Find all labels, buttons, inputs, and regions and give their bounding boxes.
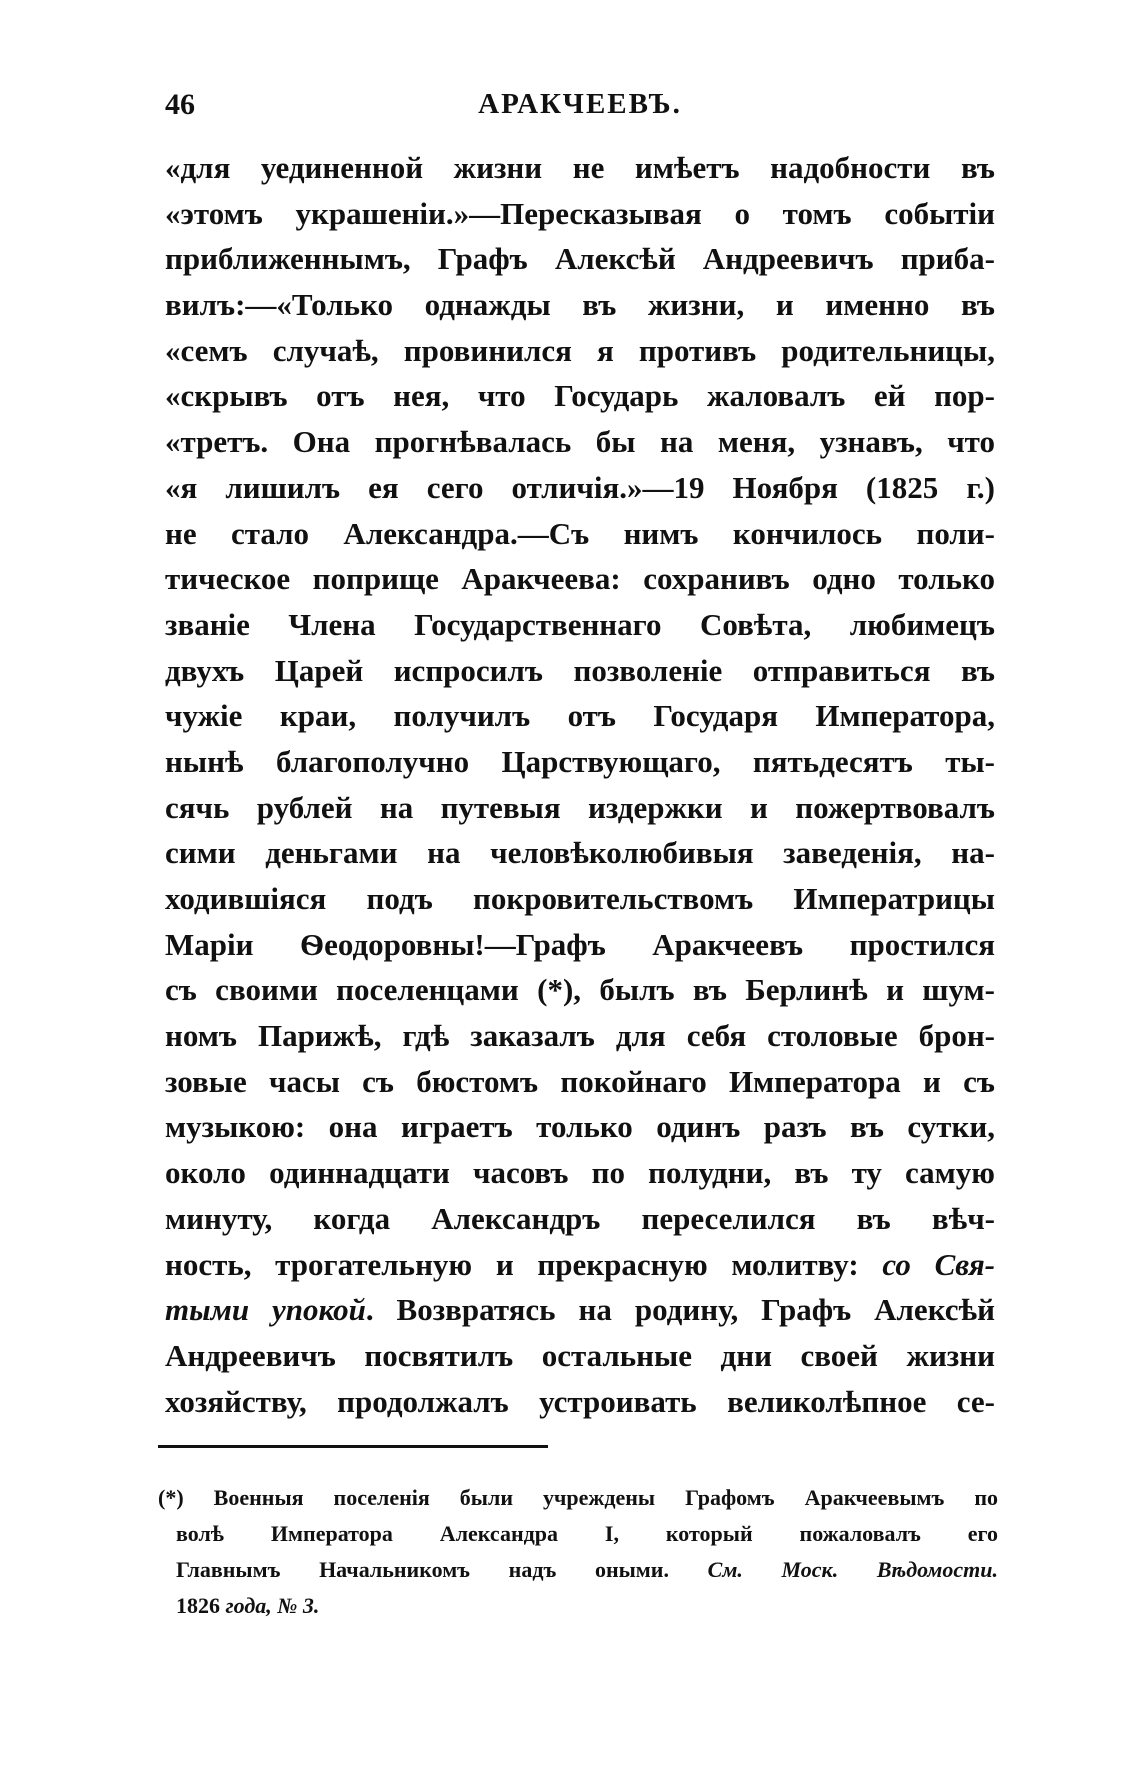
footnote-citation: года, № 3. — [225, 1593, 320, 1618]
italic-phrase: со Свя- — [882, 1246, 995, 1282]
body-line: сими деньгами на человѣколюбивыя заведенія, на- — [165, 835, 995, 871]
footnote-text: Главнымъ Начальникомъ надъ оными. — [176, 1557, 708, 1582]
body-line: Маріи Ѳеодоровны!—Графъ Аракчеевъ простился — [165, 926, 995, 962]
body-line: хозяйству, продолжалъ устроивать великолѣпное се- — [165, 1383, 995, 1419]
body-line: званіе Члена Государственнаго Совѣта, любимецъ — [165, 606, 995, 642]
body-line: тическое поприще Аракчеева: сохранивъ одно только — [165, 561, 995, 597]
body-line: минуту, когда Александръ переселился въ вѣч- — [165, 1200, 995, 1236]
footnote-line: (*) Военныя поселенія были учреждены Графомъ Аракчеевымъ по — [158, 1485, 998, 1510]
body-line: «третъ. Она прогнѣвалась бы на меня, узнавъ, что — [165, 424, 995, 460]
footnote-text: 1826 — [176, 1593, 226, 1618]
body-line: «этомъ украшеніи.»—Пересказывая о томъ событіи — [165, 195, 995, 231]
body-line-text: ность, трогательную и прекрасную молитву: — [165, 1246, 883, 1282]
page-number: 46 — [165, 88, 195, 121]
body-line: чужіе краи, получилъ отъ Государя Императора, — [165, 698, 995, 734]
footnote-line — [158, 1588, 998, 1624]
body-line: не стало Александра.—Съ нимъ кончилось поли- — [165, 515, 995, 551]
body-line: «скрывъ отъ нея, что Государь жаловалъ ей пор- — [165, 378, 995, 414]
body-line: съ своими поселенцами (*), былъ въ Берлинѣ и шум- — [165, 972, 995, 1008]
running-head — [165, 88, 995, 128]
body-line: «для уединенной жизни не имѣетъ надобности въ — [165, 150, 995, 185]
body-line: нынѣ благополучно Царствующаго, пятьдесятъ ты- — [165, 743, 995, 779]
body-line: «я лишилъ ея сего отличія.»—19 Ноября (1825 г.) — [165, 469, 995, 505]
italic-phrase: тыми упокой — [165, 1292, 366, 1328]
footnote-line: волѣ Императора Александра I, который пожаловалъ его — [176, 1521, 998, 1546]
body-line: приближеннымъ, Графъ Алексѣй Андреевичъ приба- — [165, 241, 995, 277]
body-line: номъ Парижѣ, гдѣ заказалъ для себя столовые брон- — [165, 1018, 995, 1054]
body-line: музыкою: она играетъ только одинъ разъ въ сутки, — [165, 1109, 995, 1145]
footnote-citation: См. Моск. Вѣдомости. — [707, 1557, 998, 1582]
running-title: АРАКЧЕЕВЪ. — [478, 88, 682, 120]
body-line: сячь рублей на путевыя издержки и пожертвовалъ — [165, 789, 995, 825]
body-line: около одиннадцати часовъ по полудни, въ ту самую — [165, 1155, 995, 1191]
body-line: ходившіяся подъ покровительствомъ Императрицы — [165, 881, 995, 916]
footnote-line — [158, 1552, 998, 1588]
body-line — [165, 1242, 995, 1288]
body-line — [165, 1287, 995, 1333]
body-line: двухъ Царей испросилъ позволеніе отправиться въ — [165, 652, 995, 688]
body-text — [165, 145, 995, 1424]
body-line: «семъ случаѣ, провинился я противъ родительницы, — [165, 332, 995, 368]
body-line: Андреевичъ посвятилъ остальные дни своей жизни — [165, 1337, 995, 1373]
body-line-text: . Возвратясь на родину, Графъ Алексѣй — [365, 1292, 995, 1328]
body-line: вилъ:—«Только однажды въ жизни, и именно въ — [165, 287, 995, 323]
body-line: зовые часы съ бюстомъ покойнаго Императора и съ — [165, 1063, 995, 1099]
footnote-divider — [158, 1445, 548, 1448]
footnote — [158, 1480, 998, 1624]
